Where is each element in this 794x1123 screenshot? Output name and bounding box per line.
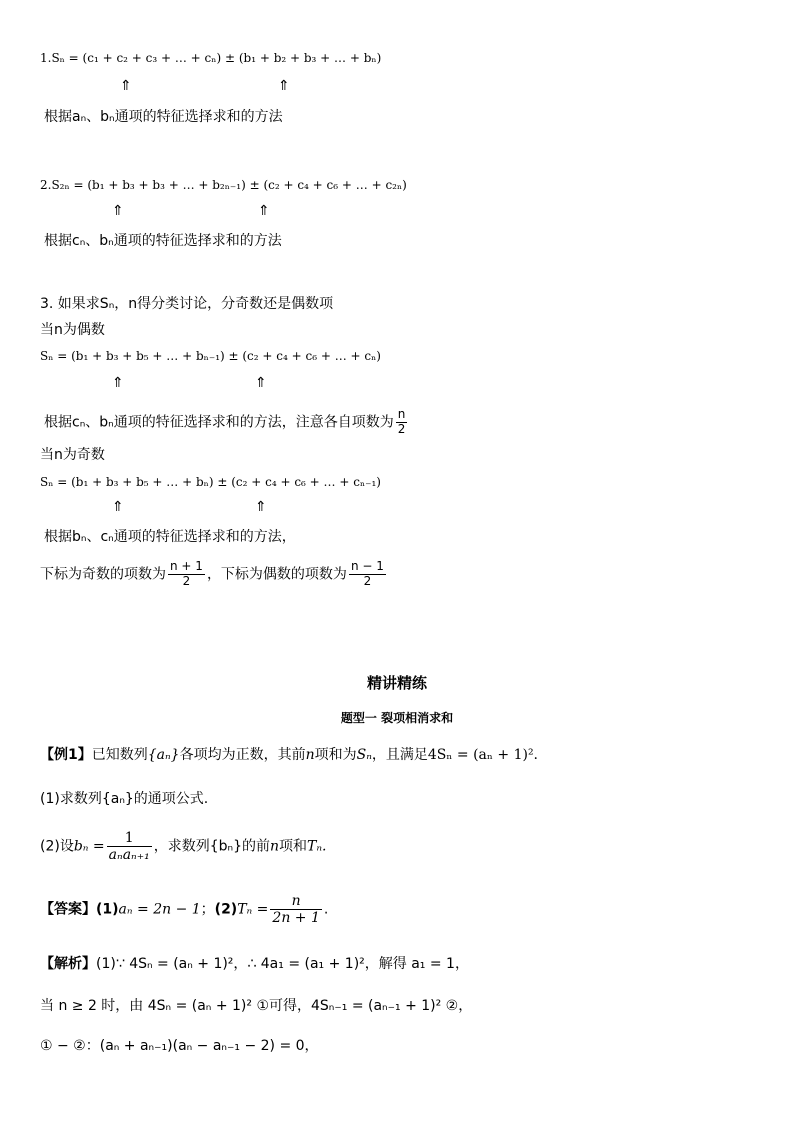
solution-tag: 【解析】 — [40, 956, 96, 972]
question-2 — [40, 830, 327, 863]
count-even-text: ，下标为偶数的项数为 — [206, 566, 347, 583]
even-formula: Sₙ = (b₁ + b₃ + b₅ + … + bₙ₋₁) ± (c₂ + c₄ + c₆ + … + cₙ) — [40, 349, 381, 363]
even-case-label: 当n为偶数 — [40, 322, 105, 338]
q2-text: 项和 — [279, 838, 308, 855]
answer-2-lhs: Tₙ = — [237, 901, 269, 918]
question-1: (1)求数列{aₙ}的通项公式. — [40, 791, 209, 807]
formula-1: 1.Sₙ = (c₁ + c₂ + c₃ + … + cₙ) ± (b₁ + b₂ + b₃ + … + bₙ) — [40, 51, 382, 65]
formula-2: 2.S₂ₙ = (b₁ + b₃ + b₃ + … + b₂ₙ₋₁) ± (c₂ + c₄ + c₆ + … + c₂ₙ) — [40, 178, 407, 192]
up-arrow-icon: ⇑ — [255, 375, 267, 391]
var-Sn: Sₙ — [356, 747, 372, 763]
fraction-n-plus-1-over-2 — [168, 560, 205, 589]
fraction-numerator: n — [270, 893, 321, 910]
term-count-line — [40, 560, 388, 589]
q2-text: ，求数列{bₙ}的前 — [153, 838, 270, 855]
example-tag: 【例1】 — [40, 747, 92, 763]
var-n: n — [305, 747, 315, 763]
up-arrow-icon: ⇑ — [120, 78, 132, 94]
solution-line-3: ① − ②：(aₙ + aₙ₋₁)(aₙ − aₙ₋₁ − 2) = 0， — [40, 1038, 319, 1054]
stmt-text: 各项均为正数，其前 — [179, 747, 306, 763]
answer-tag: 【答案】 — [40, 901, 96, 918]
answer-1-expr: aₙ = 2n − 1 — [118, 901, 201, 918]
fraction-1-over-an-an1 — [107, 830, 152, 863]
q2-text: (2)设 — [40, 838, 74, 855]
solution-line-2: 当 n ≥ 2 时，由 4Sₙ = (aₙ + 1)² ①可得，4Sₙ₋₁ = (aₙ₋₁ + 1)² ②， — [40, 998, 473, 1014]
stmt-text: ，且满足 — [371, 747, 428, 763]
even-note — [44, 408, 409, 437]
stmt-text: 已知数列 — [91, 747, 148, 763]
condition-formula: 4Sₙ = (aₙ + 1)². — [427, 747, 539, 763]
stmt-text: 项和为 — [314, 747, 357, 763]
var-n: n — [270, 838, 280, 855]
fraction-numerator: 1 — [107, 830, 152, 847]
up-arrow-icon: ⇑ — [255, 499, 267, 515]
fraction-denominator: 2n + 1 — [272, 910, 320, 927]
fraction-n-minus-1-over-2 — [349, 560, 386, 589]
answer-end: . — [323, 901, 329, 918]
odd-formula: Sₙ = (b₁ + b₃ + b₅ + … + bₙ) ± (c₂ + c₄ + c₆ + … + cₙ₋₁) — [40, 475, 381, 489]
odd-case-label: 当n为奇数 — [40, 447, 105, 463]
up-arrow-icon: ⇑ — [278, 78, 290, 94]
odd-note: 根据bₙ、cₙ通项的特征选择求和的方法， — [44, 529, 296, 545]
q2-lhs: bₙ = — [73, 838, 105, 855]
answer-line — [40, 893, 328, 926]
solution-text: (1)∵ 4Sₙ = (aₙ + 1)²，∴ 4a₁ = (a₁ + 1)²，解得 a₁ = 1， — [96, 956, 469, 972]
sequence-a: {aₙ} — [147, 747, 180, 763]
up-arrow-icon: ⇑ — [258, 203, 270, 219]
fraction-n-over-2 — [396, 408, 408, 437]
fraction-numerator: n — [396, 408, 408, 423]
fraction-n-over-2n-plus-1 — [270, 893, 321, 926]
count-odd-text: 下标为奇数的项数为 — [40, 566, 166, 583]
fraction-numerator: n + 1 — [170, 559, 203, 573]
answer-sep: ； — [200, 901, 215, 918]
solution-line-1 — [40, 957, 469, 971]
var-Tn: Tₙ. — [307, 838, 327, 855]
section-title: 精讲精练 — [366, 674, 427, 692]
answer-part-1: (1) — [96, 901, 119, 918]
fraction-denominator: 2 — [397, 421, 406, 436]
fraction-denominator: aₙaₙ₊₁ — [108, 847, 150, 864]
example-1-statement — [40, 748, 538, 762]
note-1: 根据aₙ、bₙ通项的特征选择求和的方法 — [44, 109, 283, 125]
even-note-text: 根据cₙ、bₙ通项的特征选择求和的方法，注意各自项数为 — [44, 414, 394, 431]
up-arrow-icon: ⇑ — [112, 499, 124, 515]
up-arrow-icon: ⇑ — [112, 203, 124, 219]
note-2: 根据cₙ、bₙ通项的特征选择求和的方法 — [44, 233, 282, 249]
up-arrow-icon: ⇑ — [112, 375, 124, 391]
fraction-denominator: 2 — [363, 573, 372, 588]
part3-intro: 3. 如果求Sₙ，n得分类讨论，分奇数还是偶数项 — [40, 296, 334, 312]
fraction-numerator: n − 1 — [350, 559, 384, 573]
section-subtitle: 题型一 裂项相消求和 — [340, 711, 454, 725]
answer-part-2: (2) — [214, 901, 238, 918]
fraction-denominator: 2 — [182, 573, 191, 588]
